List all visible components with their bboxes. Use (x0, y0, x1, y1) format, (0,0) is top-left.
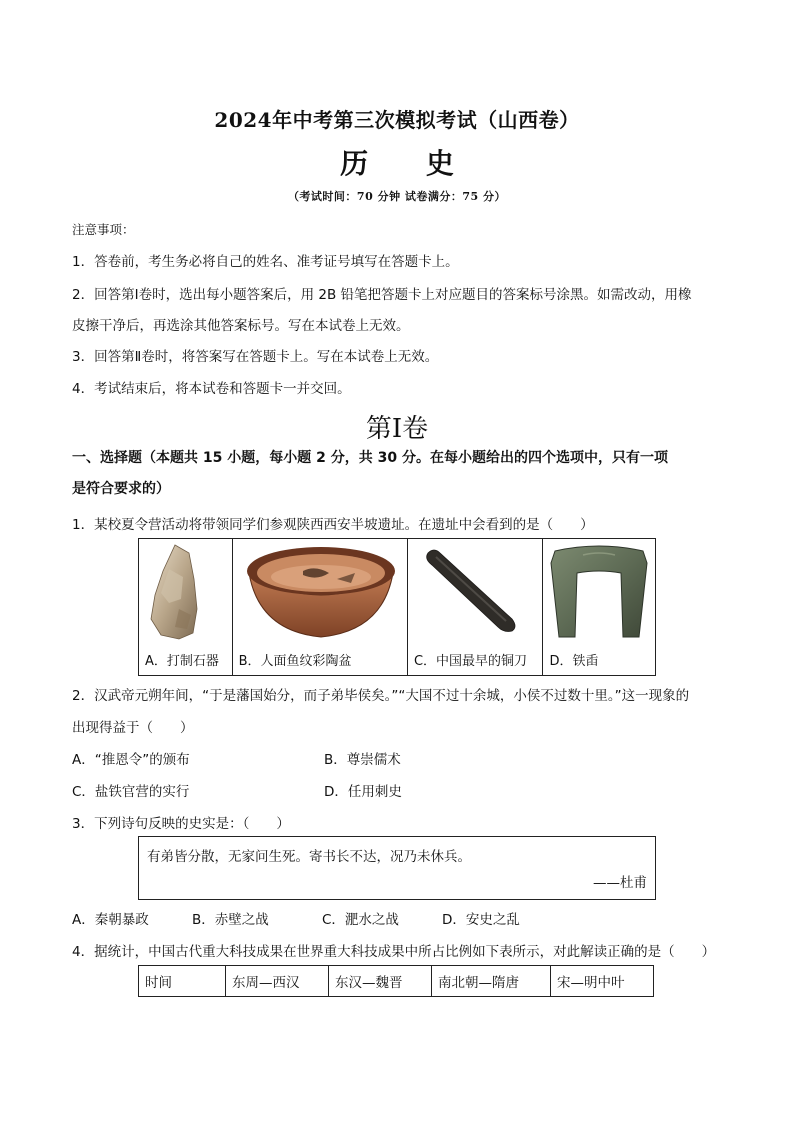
section-heading-line1: 一、选择题（本题共 15 小题，每小题 2 分，共 30 分。在每小题给出的四个选项中，只有一项 (72, 450, 668, 466)
stats-header-cell: 东周—西汉 (226, 966, 329, 997)
stats-header-cell: 南北朝—隋唐 (432, 966, 551, 997)
exam-info: （考试时间：70 分钟 试卷满分：75 分） (287, 190, 507, 203)
notice-item-2: 2．回答第Ⅰ卷时，选出每小题答案后，用 2B 铅笔把答题卡上对应题目的答案标号涂黑。如需改动，用橡 (72, 287, 692, 303)
poem-box (138, 836, 656, 900)
stone-tool-image (139, 539, 233, 649)
question-3-option-d: D．安史之乱 (442, 912, 520, 928)
question-3-option-b: B．赤壁之战 (192, 912, 269, 928)
poem-author: ——杜甫 (593, 875, 647, 891)
question-2-option-d: D．任用刺史 (324, 784, 402, 800)
question-2-option-a: A．“推恩令”的颁布 (72, 752, 190, 768)
option-a-label: A．打制石器 (145, 654, 219, 669)
question-3-stem: 3．下列诗句反映的史实是：（ ） (72, 816, 290, 832)
stats-header-cell: 宋—明中叶 (551, 966, 654, 997)
section-heading-line2: 是符合要求的） (72, 481, 170, 497)
question-3-option-a: A．秦朝暴政 (72, 912, 149, 928)
question-4-stem: 4．据统计，中国古代重大科技成果在世界重大科技成果中所占比例如下表所示，对此解读正确的是（ ） (72, 944, 716, 960)
question-2-stem-line2: 出现得益于（ ） (72, 720, 194, 736)
stats-header-cell: 时间 (139, 966, 226, 997)
subject-title: 历 史 (340, 147, 478, 180)
notice-item-4: 4．考试结束后，将本试卷和答题卡一并交回。 (72, 381, 351, 397)
option-a-cell (139, 539, 233, 675)
question-1-image-table (138, 538, 656, 676)
option-c-cell (408, 539, 543, 675)
notice-item-1: 1．答卷前，考生务必将自己的姓名、准考证号填写在答题卡上。 (72, 254, 459, 270)
notice-heading: 注意事项： (72, 222, 135, 237)
notice-item-2-cont: 皮擦干净后，再选涂其他答案标号。写在本试卷上无效。 (72, 318, 410, 334)
iron-spade-image (543, 539, 655, 649)
question-2-option-c: C．盐铁官营的实行 (72, 784, 190, 800)
stats-table (138, 965, 654, 997)
volume-heading: 第Ⅰ卷 (365, 414, 429, 444)
option-c-label: C．中国最早的铜刀 (413, 654, 528, 669)
exam-title: 2024年中考第三次模拟考试（山西卷） (214, 108, 580, 132)
painted-pottery-basin-image (233, 539, 409, 649)
stats-table-header-row (139, 966, 654, 997)
question-1-stem: 1．某校夏令营活动将带领同学们参观陕西西安半坡遗址。在遗址中会看到的是（ ） (72, 517, 594, 533)
question-3-option-c: C．淝水之战 (322, 912, 399, 928)
stats-header-cell: 东汉—魏晋 (329, 966, 432, 997)
question-2-stem-line1: 2．汉武帝元朔年间，“于是藩国始分，而子弟毕侯矣。”“大国不过十余城，小侯不过数十里。”这一现象的 (72, 688, 690, 704)
option-d-cell (543, 539, 655, 675)
poem-text: 有弟皆分散，无家问生死。寄书长不达，况乃未休兵。 (147, 849, 471, 865)
bronze-knife-image (408, 539, 544, 649)
option-b-cell (233, 539, 408, 675)
option-b-label: B．人面鱼纹彩陶盆 (238, 654, 352, 669)
option-d-label: D．铁臿 (549, 654, 599, 669)
question-2-option-b: B．尊崇儒术 (324, 752, 401, 768)
notice-item-3: 3．回答第Ⅱ卷时，将答案写在答题卡上。写在本试卷上无效。 (72, 349, 439, 365)
